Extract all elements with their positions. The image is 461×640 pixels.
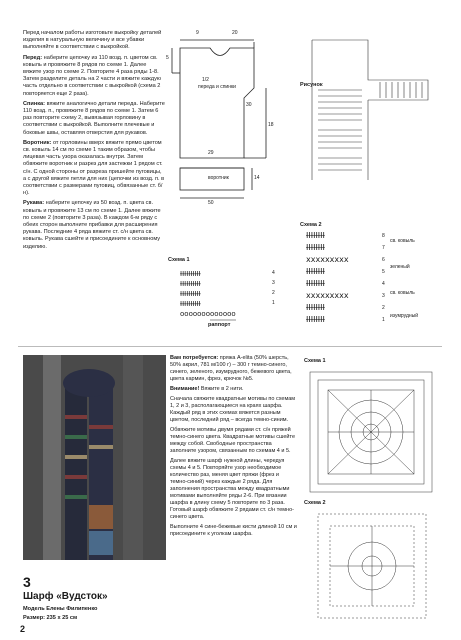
color-label-4: изумрудный xyxy=(390,313,419,319)
schema1-title: Схема 1 xyxy=(168,257,190,263)
rapport-label: раппорт xyxy=(208,322,231,328)
dim-30: 30 xyxy=(246,102,252,108)
bottom-schema1-title: Схема 1 xyxy=(304,358,326,364)
svg-text:ƗƗƗƗƗƗƗƗ: ƗƗƗƗƗƗƗƗ xyxy=(306,267,325,276)
dim-18: 18 xyxy=(268,122,274,128)
materials-text: пряжа A-elita (50% шерсть, 50% акрил, 781 м/100 г) – 300 г темно-синего, синего, зеленого, изумрудного, бежевого цвета, цвета кармин, фрез, крючок №5. xyxy=(170,355,292,382)
svg-text:ƗƗƗƗƗƗƗƗƗƗ: ƗƗƗƗƗƗƗƗƗƗ xyxy=(180,300,201,308)
page-number: 2 xyxy=(20,624,26,634)
stitch-figure xyxy=(298,30,438,180)
schema1-row-2: 2 xyxy=(272,290,275,296)
schema2-row-8: 8 xyxy=(382,233,385,239)
scarf-title: Шарф «Вудсток» xyxy=(23,591,108,602)
instructions-text xyxy=(23,30,166,254)
collar-text: от горловины вверх вяжите прямо цветом св. ковыль 14 см по схеме 1 таким образом, чтобы лицевая часть узора оказалась внутри. Затем обвяжите воротник и разрез для застежки 1 рядом ст. с/н. С одной стороны от разреза пришейте пуговицы, а с другой вяжите петли для них (цепочки из возд. п. в соответствии с размерами пуговиц, обвязанные ст. б/н). xyxy=(23,139,165,197)
svg-text:ƗƗƗƗƗƗƗƗ: ƗƗƗƗƗƗƗƗ xyxy=(306,315,325,324)
svg-text:ooooooooooooo: ooooooooooooo xyxy=(180,310,236,318)
bottom-schema2-title: Схема 2 xyxy=(304,500,326,506)
schema2-row-3: 3 xyxy=(382,293,385,299)
schema2-row-1: 1 xyxy=(382,317,385,323)
intro-paragraph: Перед началом работы изготовьте выкройку деталей изделия в натуральную величину и все убавки выполняйте в соответствии с выкройкой. xyxy=(23,30,162,51)
svg-text:ƗƗƗƗƗƗƗƗƗƗ: ƗƗƗƗƗƗƗƗƗƗ xyxy=(180,290,201,298)
schema2-chart xyxy=(306,228,382,336)
front-label: Спинка: xyxy=(23,100,46,107)
granny-square-chart-1 xyxy=(306,368,436,496)
dim-half: 1/2 xyxy=(202,77,209,83)
back-text: наберите цепочку из 110 возд. п. цветом св. ковыль и провяжите 8 рядов по схеме 1. Далее вяжите узор по схеме 2. Повторите 4 раза ряды 1-8. Затем разделите деталь на 2 части и вяжите каждую часть отдельно в соответствии с выкройкой (схема 2 повторяется еще 2 раза). xyxy=(23,54,162,97)
dim-5: 5 xyxy=(166,55,169,61)
back-label: Перед: xyxy=(23,54,43,61)
scarf-model: Модель Елены Филипенко xyxy=(23,606,98,612)
schema2-row-4: 4 xyxy=(382,281,385,287)
schema2-row-2: 2 xyxy=(382,305,385,311)
scarf-p1: Сначала свяжите квадратные мотивы по схемам 1, 2 и 3, располагающиеся на краях шарфа. Каждый ряд в этих схемах вяжется разным цветом, последний ряд – всегда темно-синим. xyxy=(170,396,296,423)
scarf-p2: Обвяжите мотивы двумя рядами ст. с/н пряжей темно-синего цвета. Квадратные мотивы сшейте между собой. Свободные пространства заполните узором, связанным по схемам 4 и 5. xyxy=(170,427,296,454)
front-paragraph xyxy=(23,101,166,137)
sleeve-paragraph xyxy=(23,200,166,250)
pattern-outline xyxy=(180,48,254,158)
sleeve-stripes xyxy=(380,82,422,98)
scarf-p4: Выполните 4 сине-бежевые кисти длиной 10 см и присоедините к уголкам шарфа. xyxy=(170,524,297,537)
dim-20: 20 xyxy=(232,30,238,36)
schema1-row-3: 3 xyxy=(272,280,275,286)
schema2-row-6: 6 xyxy=(382,257,385,263)
dim-29: 29 xyxy=(208,150,214,156)
materials-label: Вам потребуется: xyxy=(170,355,219,361)
color-label-2: зеленый xyxy=(390,264,410,270)
svg-text:xxxxxxxxx: xxxxxxxxx xyxy=(306,255,349,264)
granny-square-chart-2 xyxy=(314,510,430,622)
collar-label: Воротник: xyxy=(23,139,52,146)
dim-9: 9 xyxy=(196,30,199,36)
attention-text: Вяжите в 2 нити. xyxy=(200,386,244,392)
attention-label: Внимание! xyxy=(170,386,200,392)
scarf-right-band xyxy=(89,385,113,560)
svg-text:ƗƗƗƗƗƗƗƗ: ƗƗƗƗƗƗƗƗ xyxy=(306,279,325,288)
schema2-row-7: 7 xyxy=(382,245,385,251)
sleeve-text: наберите цепочку из 50 возд. п. цвета св. ковыль и провяжите 13 см по схеме 1. Далее вяжите по схеме 2 (повторите 3 раза). В каждом 6-м ряду с обеих сторон выполните прибавки для расширения рукава. Последние 4 ряда вяжите ст. с/н цвета св. ковыль. Рукава сшейте и присоедините к основному изделию. xyxy=(23,200,161,250)
dim-50: 50 xyxy=(208,200,214,206)
svg-text:ƗƗƗƗƗƗƗƗƗƗ: ƗƗƗƗƗƗƗƗƗƗ xyxy=(180,280,201,288)
scarf-size: Размер: 235 х 25 см xyxy=(23,615,78,621)
scarf-instructions xyxy=(170,355,297,541)
figure-title: Рисунок xyxy=(300,82,323,88)
sewing-pattern-diagram xyxy=(170,28,310,218)
dim-piece-name: переда и спинки xyxy=(198,84,236,90)
scarf-left-band xyxy=(65,385,87,560)
scarf-photo xyxy=(23,355,166,560)
schema1-row-1: 1 xyxy=(272,300,275,306)
back-paragraph xyxy=(23,55,166,98)
collar-label: воротник xyxy=(208,175,229,181)
svg-text:xxxxxxxxx: xxxxxxxxx xyxy=(306,291,349,300)
color-label-3: св. ковыль xyxy=(390,290,415,296)
scarf-p3: Далее вяжите шарф нужной длины, чередуя схемы 4 и 5. Повторяйте узор необходимое количество раз, меняя цвет пряжи (фрез и темно-синий) через каждые 2 ряда. Для заполнения пространства между квадратными мотивами выполняйте ряды 2-6. При вязании шарфа в длину схему 5 повторите по 3 раза. Готовый шарф обвяжите 2 рядами ст. с/н темно-синего цвета. xyxy=(170,458,294,520)
figure-stripes xyxy=(318,90,362,170)
materials-paragraph xyxy=(170,355,297,383)
schema1-row-4: 4 xyxy=(272,270,275,276)
svg-text:ƗƗƗƗƗƗƗƗ: ƗƗƗƗƗƗƗƗ xyxy=(306,231,325,240)
svg-text:ƗƗƗƗƗƗƗƗ: ƗƗƗƗƗƗƗƗ xyxy=(306,303,325,312)
schema2-title: Схема 2 xyxy=(300,222,322,228)
dim-14: 14 xyxy=(254,175,260,181)
schema1-chart xyxy=(180,268,270,326)
section-divider xyxy=(18,346,442,347)
svg-text:ƗƗƗƗƗƗƗƗƗƗ: ƗƗƗƗƗƗƗƗƗƗ xyxy=(180,270,201,278)
schema2-row-5: 5 xyxy=(382,269,385,275)
collar-paragraph xyxy=(23,140,166,198)
model-number: 3 xyxy=(23,574,31,590)
sleeve-label: Рукава: xyxy=(23,200,45,207)
attention-paragraph xyxy=(170,386,297,393)
svg-text:ƗƗƗƗƗƗƗƗ: ƗƗƗƗƗƗƗƗ xyxy=(306,243,325,252)
color-label-1: св. ковыль xyxy=(390,238,415,244)
front-text: вяжите аналогично детали переда. Наберите 110 возд. п., провяжите 8 рядов по схеме 1. Затем 6 раз повторите схему 2, вывязывая горловину в соответствии с выкройкой. Выполните плечевые и боковые швы, оставляя отверстия для рукавов. xyxy=(23,100,165,136)
